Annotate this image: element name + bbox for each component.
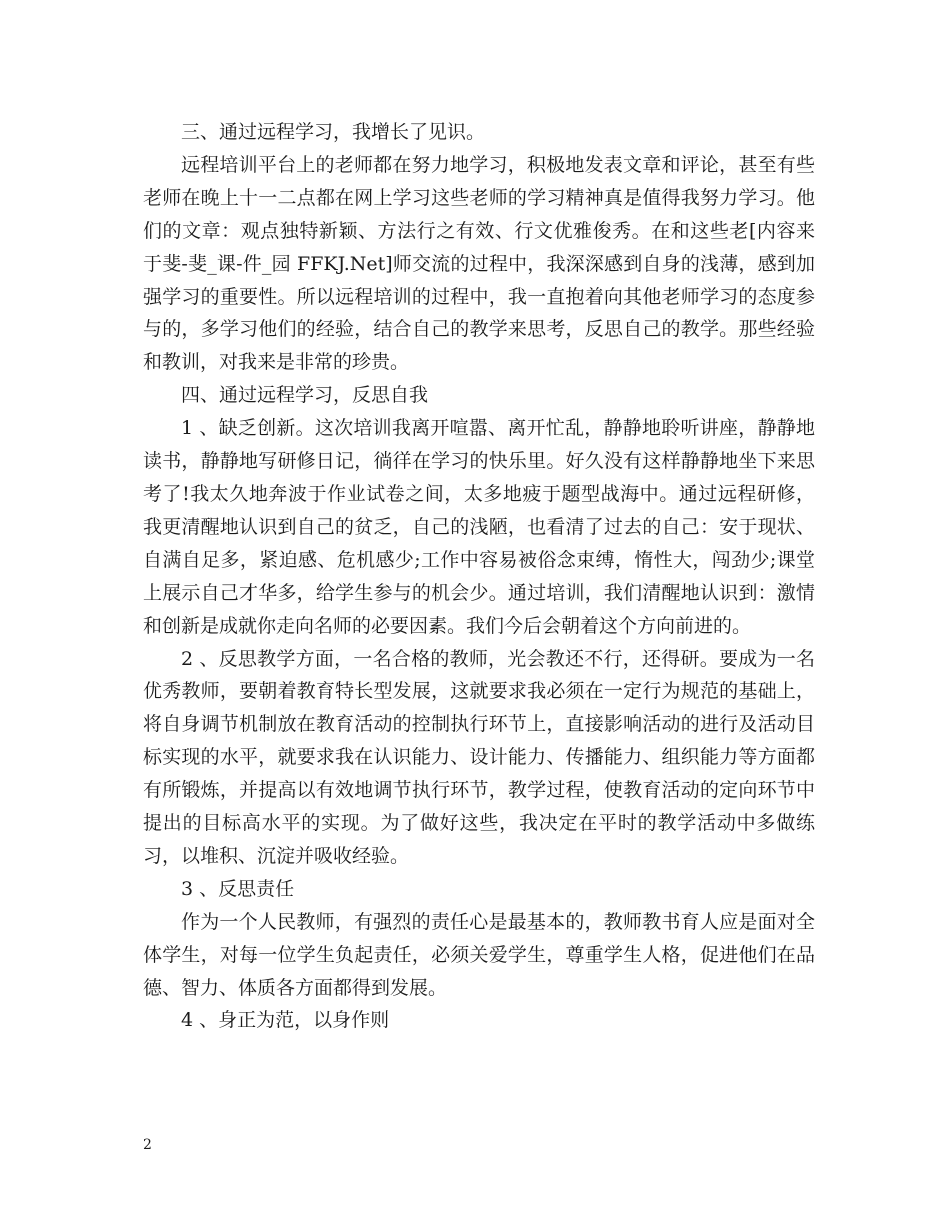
subheading: 4 、身正为范，以身作则 [181, 1009, 390, 1032]
document-body [143, 116, 815, 1037]
paragraph: 远程培训平台上的老师都在努力地学习，积极地发表文章和评论，甚至有些老师在晚上十一二点都在网上学习这些老师的学习精神真是值得我努力学习。他们的文章：观点独特新颖、方法行之有效、行文优雅俊秀。在和这些老[内容来于斐-斐_课-件_园 FFKJ.Net]师交流的过程中，我深深感到自身的浅薄，感到加强学习的重要性。所以远程培训的过程中，我一直抱着向其他老师学习的态度参与的，多学习他们的经验，结合自己的教学来思考，反思自己的教学。那些经验和教训，对我来是非常的珍贵。 [143, 153, 815, 374]
paragraph: 作为一个人民教师，有强烈的责任心是最基本的，教师教书育人应是面对全体学生，对每一位学生负起责任，必须关爱学生，尊重学生人格，促进他们在品德、智力、体质各方面都得到发展。 [143, 910, 815, 999]
subheading: 3 、反思责任 [181, 877, 295, 900]
page-number: 2 [143, 1137, 152, 1153]
section-heading-4: 四、通过远程学习，反思自我 [181, 384, 429, 407]
section-heading-3: 三、通过远程学习，我增长了见识。 [181, 121, 486, 143]
paragraph: 2 、反思教学方面，一名合格的教师，光会教还不行，还得研。要成为一名优秀教师，要朝着教育特长型发展，这就要求我必须在一定行为规范的基础上，将自身调节机制放在教育活动的控制执行环节上，直接影响活动的进行及活动目标实现的水平，就要求我在认识能力、设计能力、传播能力、组织能力等方面都有所锻炼，并提高以有效地调节执行环节，教学过程，使教育活动的定向环节中提出的目标高水平的实现。为了做好这些，我决定在平时的教学活动中多做练习，以堆积、沉淀并吸收经验。 [143, 647, 815, 867]
paragraph: 1 、缺乏创新。这次培训我离开喧嚣、离开忙乱，静静地聆听讲座，静静地读书，静静地写研修日记，徜徉在学习的快乐里。好久没有这样静静地坐下来思考了!我太久地奔波于作业试卷之间，太多地疲于题型战海中。通过远程研修，我更清醒地认识到自己的贫乏，自己的浅陋，也看清了过去的自己：安于现状、自满自足多，紧迫感、危机感少;工作中容易被俗念束缚，惰性大，闯劲少;课堂上展示自己才华多，给学生参与的机会少。通过培训，我们清醒地认识到：激情和创新是成就你走向名师的必要因素。我们今后会朝着这个方向前进的。 [143, 417, 815, 637]
